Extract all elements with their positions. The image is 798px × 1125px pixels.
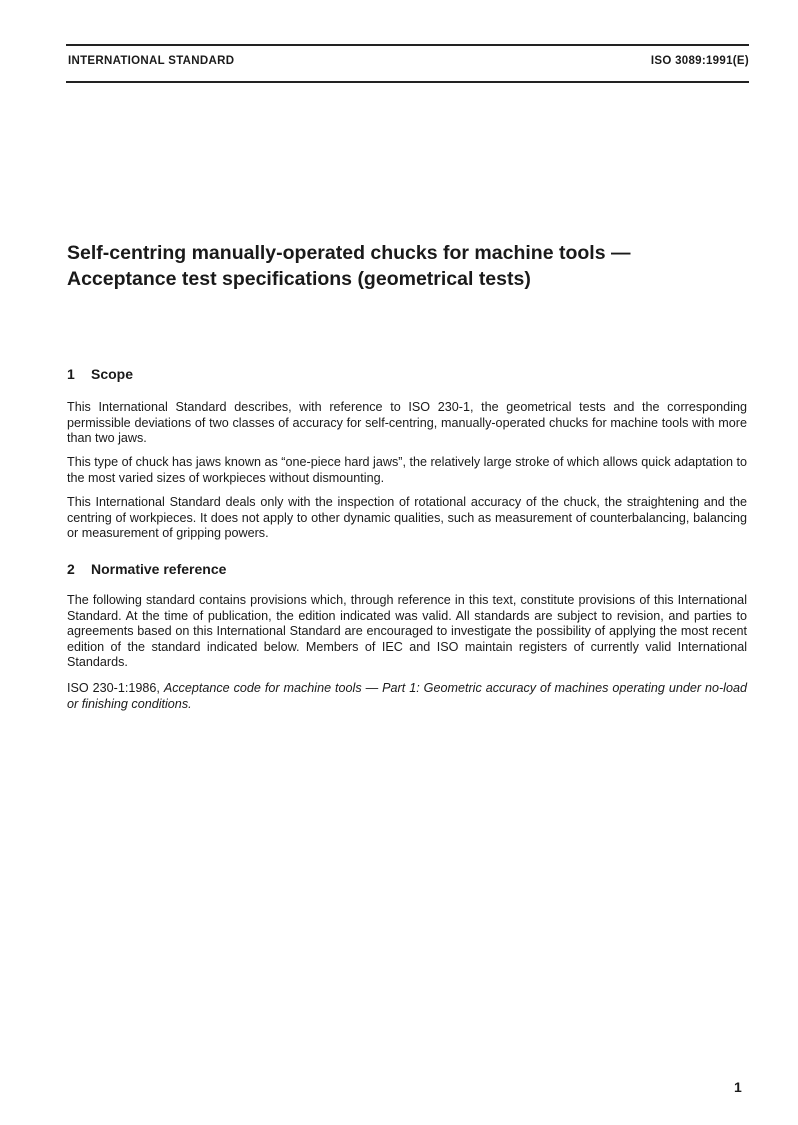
header-top-rule bbox=[66, 44, 749, 46]
citation-code: ISO 230-1:1986, bbox=[67, 681, 160, 695]
header-bottom-rule bbox=[66, 81, 749, 83]
header-standard-type: INTERNATIONAL STANDARD bbox=[68, 55, 235, 67]
running-header bbox=[68, 55, 749, 67]
section-heading-normative-reference bbox=[67, 561, 226, 577]
section-title: Normative reference bbox=[91, 561, 227, 577]
page-number: 1 bbox=[734, 1079, 742, 1095]
document-title bbox=[67, 240, 749, 292]
normative-reference-citation bbox=[67, 681, 747, 712]
citation-title: Acceptance code for machine tools — Part 1: Geometric accuracy of machines operating under no-load or finishing conditions. bbox=[67, 681, 747, 711]
document-title-line-2: Acceptance test specifications (geometrical tests) bbox=[67, 268, 531, 290]
header-standard-number: ISO 3089:1991(E) bbox=[650, 55, 749, 67]
document-title-line-1: Self-centring manually-operated chucks for machine tools — bbox=[67, 242, 631, 264]
section-title: Scope bbox=[91, 366, 134, 382]
section-number: 2 bbox=[67, 561, 75, 577]
scope-paragraph-3: This International Standard deals only with the inspection of rotational accuracy of the chuck, the straightening and the centring of workpieces. It does not apply to other dynamic qualities, such as measurement of counterbalancing, balancing or measurement of gripping powers. bbox=[67, 495, 747, 540]
section-number: 1 bbox=[67, 366, 75, 382]
scope-paragraph-2: This type of chuck has jaws known as “one-piece hard jaws”, the relatively large stroke of which allows quick adaptation to the most varied sizes of workpieces without dismounting. bbox=[67, 455, 747, 485]
scope-paragraph-1: This International Standard describes, with reference to ISO 230-1, the geometrical tests and the corresponding permissible deviations of two classes of accuracy for self-centring, manually-operated chucks for machine tools with more than two jaws. bbox=[67, 400, 747, 445]
section-heading-scope bbox=[67, 366, 133, 382]
normative-reference-paragraph: The following standard contains provisions which, through reference in this text, constitute provisions of this International Standard. At the time of publication, the edition indicated was valid. All standards are subject to revision, and parties to agreements based on this International Standard are encouraged to investigate the possibility of applying the most recent edition of the standard indicated below. Members of IEC and ISO maintain registers of currently valid International Standards. bbox=[67, 593, 747, 669]
